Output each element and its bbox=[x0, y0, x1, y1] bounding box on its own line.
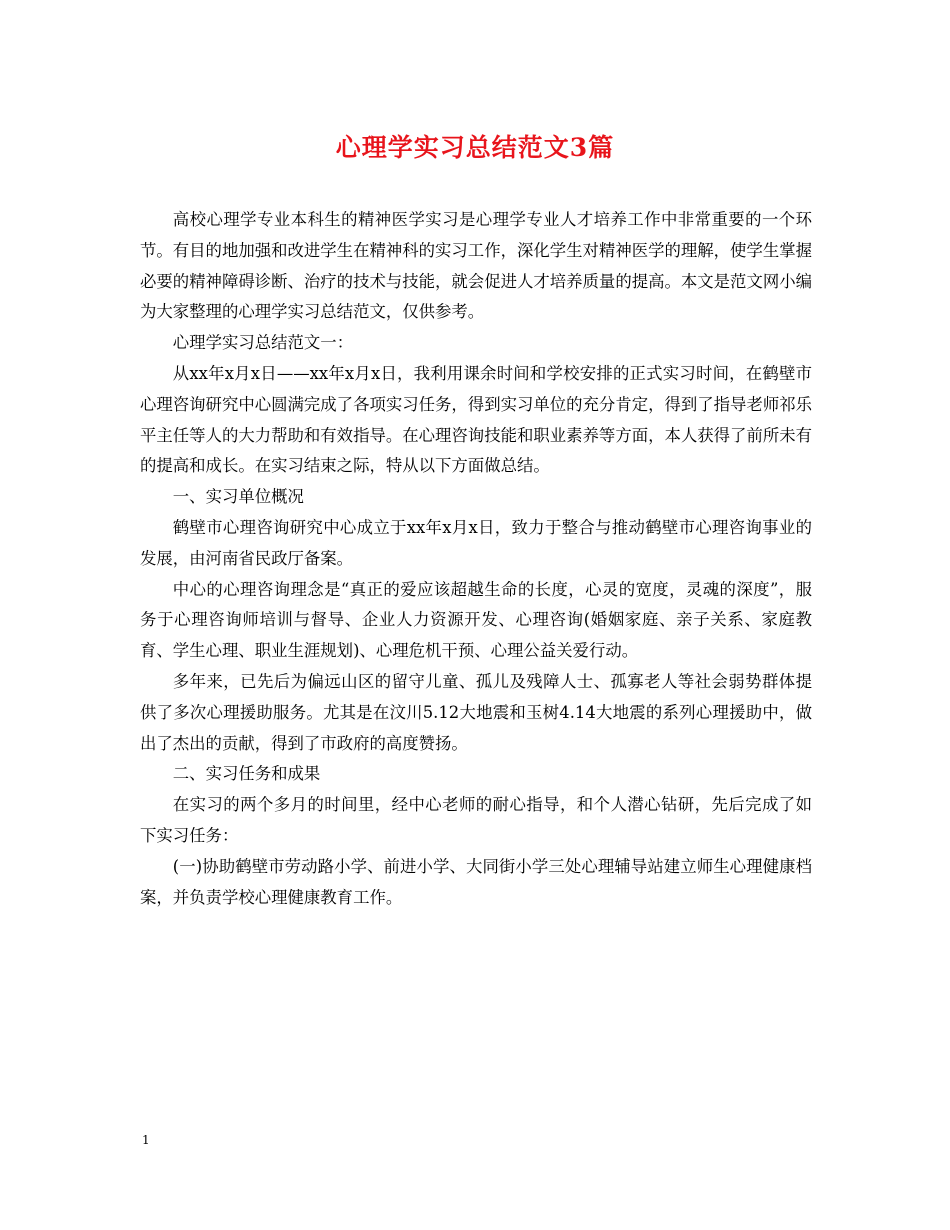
document-title: 心理学实习总结范文3篇 bbox=[335, 133, 615, 162]
paragraph-task-one: (一)协助鹤壁市劳动路小学、前进小学、大同街小学三处心理辅导站建立师生心理健康档案，并负责学校心理健康教育工作。 bbox=[140, 856, 812, 907]
paragraph-center-founding: 鹤壁市心理咨询研究中心成立于xx年x月x日，致力于整合与推动鹤壁市心理咨询事业的发展，由河南省民政厅备案。 bbox=[140, 517, 812, 568]
paragraph-intro: 高校心理学专业本科生的精神医学实习是心理学专业人才培养工作中非常重要的一个环节。有目的地加强和改进学生在精神科的实习工作，深化学生对精神医学的理解，使学生掌握必要的精神障碍诊断、治疗的技术与技能，就会促进人才培养质量的提高。本文是范文网小编为大家整理的心理学实习总结范文，仅供参考。 bbox=[140, 210, 813, 322]
page-number: 1 bbox=[142, 1133, 150, 1147]
paragraph-center-philosophy: 中心的心理咨询理念是“真正的爱应该超越生命的长度，心灵的宽度，灵魂的深度”，服务于心理咨询师培训与督导、企业人力资源开发、心理咨询(婚姻家庭、亲子关系、家庭教育、学生心理、职业生涯规划)、心理危机干预、心理公益关爱行动。 bbox=[140, 579, 812, 661]
paragraph-aid-services: 多年来，已先后为偏远山区的留守儿童、孤儿及残障人士、孤寡老人等社会弱势群体提供了多次心理援助服务。尤其是在汶川5.12大地震和玉树4.14大地震的系列心理援助中，做出了杰出的贡献，得到了市政府的高度赞扬。 bbox=[140, 671, 812, 753]
paragraph-sample-heading: 心理学实习总结范文一： bbox=[172, 333, 354, 353]
section-heading-unit-overview: 一、实习单位概况 bbox=[172, 487, 304, 507]
section-heading-tasks-results: 二、实习任务和成果 bbox=[172, 764, 321, 784]
document-body bbox=[140, 205, 812, 913]
paragraph-tasks-intro: 在实习的两个多月的时间里，经中心老师的耐心指导，和个人潜心钻研，先后完成了如下实习任务： bbox=[140, 795, 812, 845]
paragraph-internship-period: 从xx年x月x日——xx年x月x日，我利用课余时间和学校安排的正式实习时间，在鹤壁市心理咨询研究中心圆满完成了各项实习任务，得到实习单位的充分肯定，得到了指导老师祁乐平主任等人的大力帮助和有效指导。在心理咨询技能和职业素养等方面，本人获得了前所未有的提高和成长。在实习结束之际，特从以下方面做总结。 bbox=[140, 363, 813, 476]
